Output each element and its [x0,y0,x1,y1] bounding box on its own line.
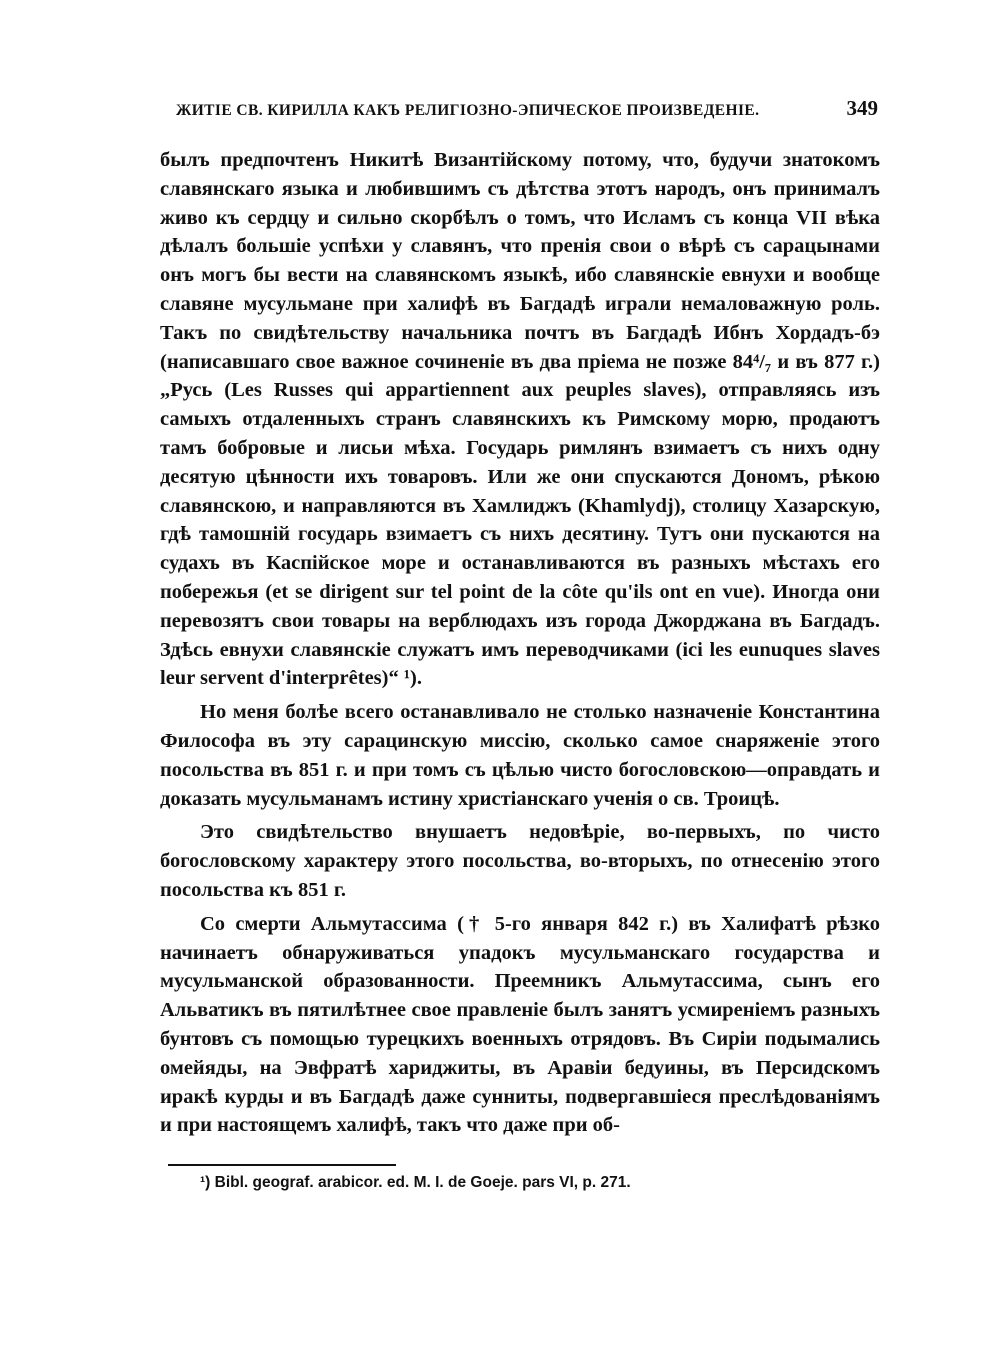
paragraph-1: былъ предпочтенъ Никитѣ Византійскому потому, что, будучи знатокомъ славянскаго языка и любившимъ съ дѣтства этотъ народъ, онъ принималъ живо къ сердцу и сильно скорбѣлъ о томъ, что Исламъ съ конца VII вѣка дѣлалъ большіе успѣхи у славянъ, что пренія свои о вѣрѣ съ сарацынами онъ могъ бы вести на славянскомъ языкѣ, ибо славянскіе евнухи и вообще славяне мусульмане при халифѣ въ Багдадѣ играли немаловажную роль. Такъ по свидѣтельству начальника почтъ въ Багдадѣ Ибнъ Хордадъ-бэ (написавшаго свое важное сочиненіе въ два пріема не позже 84⁴/₇ и въ 877 г.) „Русь (Les Russes qui appartiennent aux peuples slaves), отправляясь изъ самыхъ отдаленныхъ странъ славянскихъ къ Римскому морю, продаютъ тамъ бобровые и лисьи мѣха. Государь римлянъ взимаетъ съ нихъ одну десятую цѣнности ихъ товаровъ. Или же они спускаются Дономъ, рѣкою славянскою, и направляются въ Хамлиджъ (Khamlydj), столицу Хазарскую, гдѣ тамошній государь взимаетъ съ нихъ десятину. Тутъ они пускаются на судахъ въ Каспійское море и останавливаются въ разныхъ мѣстахъ его побережья (et se dirigent sur tel point de la côte qu'ils ont en vue). Иногда они перевозятъ свои товары на верблюдахъ изъ города Джорджана въ Багдадъ. Здѣсь евнухи славянскіе служатъ имъ переводчиками (ici les eunuques slaves leur servent d'interprêtes)“ ¹). [160,149,880,690]
running-head [160,96,880,126]
page-number: 349 [846,96,878,120]
paragraph-2: Но меня болѣе всего останавливало не столько назначеніе Константина Философа въ эту сарацинскую миссію, сколько самое снаряженіе этого посольства въ 851 г. и при томъ съ цѣлью чисто богословскою—оправдать и доказать мусульманамъ истину христіанскаго ученія о св. Троицѣ. [160,701,880,810]
book-page [160,96,880,1194]
footnote-rule [168,1164,396,1166]
paragraph-4: Со смерти Альмутассима († 5-го января 842 г.) въ Халифатѣ рѣзко начинаетъ обнаруживаться упадокъ мусульманскаго государства и мусульманской образованности. Преемникъ Альмутассима, сынъ его Альватикъ въ пятилѣтнее свое правленіе былъ занятъ усмиреніемъ разныхъ бунтовъ съ помощью турецкихъ военныхъ отрядовъ. Въ Сиріи подымались омейяды, на Эвфратѣ хариджиты, въ Аравіи бедуины, въ Персидскомъ иракѣ курды и въ Багдадѣ даже сунниты, подвергавшіеся преслѣдованіямъ и при настоящемъ халифѣ, такъ что даже при об- [160,912,880,1137]
paragraph-3: Это свидѣтельство внушаетъ недовѣріе, во-первыхъ, по чисто богословскому характеру этого посольства, во-вторыхъ, по отнесенію этого посольства къ 851 г. [160,821,880,901]
body-text [160,146,880,1140]
footnote: ¹) Bibl. geograf. arabicor. ed. M. I. de Goeje. pars VI, p. 271. [200,1174,631,1192]
running-title: ЖИТІЕ СВ. КИРИЛЛА КАКЪ РЕЛИГІОЗНО-ЭПИЧЕСКОЕ ПРОИЗВЕДЕНІЕ. [176,102,760,119]
